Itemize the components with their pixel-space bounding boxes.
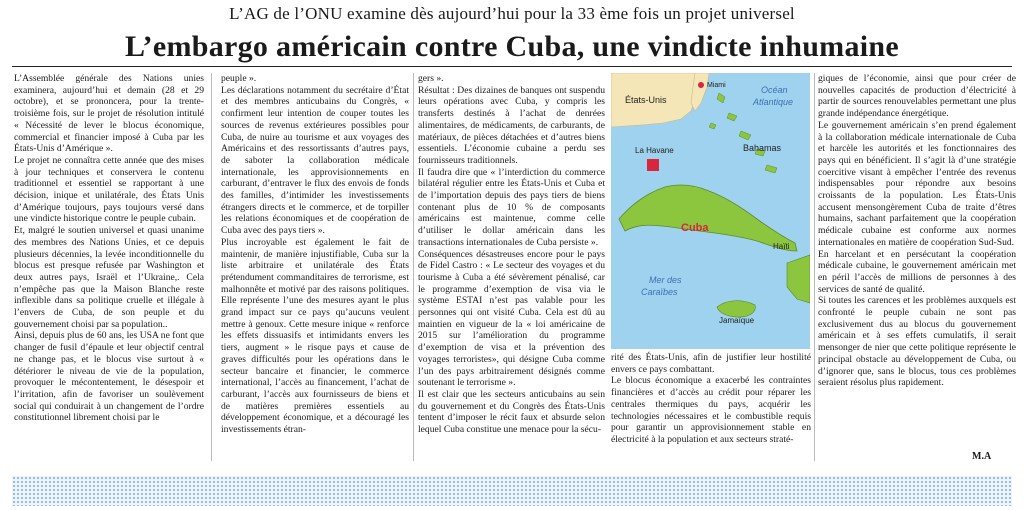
kicker: L’AG de l’ONU examine dès aujourd’hui pour la 33 ème fois un projet universel <box>229 4 795 23</box>
paragraph: Il est clair que les secteurs anticubains au sein du gouvernement et du Congrès des États-Unis tentent d’imposer le récit faux et absurde selon lequel Cuba constitue une menace pour la sécu- <box>418 388 605 436</box>
havana-label: La Havane <box>635 146 674 155</box>
paragraph: Si toutes les carences et les problèmes auxquels est confronté le peuple cubain ne sont pas exclusivement dus au blocus du gouvernement américain et à ses effets cumulatifs, il serait mensonger de nier que cette politique représente le principal obstacle au développement de Cuba, ou d’ignorer que, sans le blocus, tous ces problèmes seraient résolus plus rapidement. <box>818 295 1016 389</box>
paragraph: Il faudra dire que « l’interdiction du commerce bilatéral régulier entre les États-Unis et Cuba et de l’importation depuis des pays tiers de biens contenant plus de 10 % de composants américains est maintenue, comme celle d’utiliser le dollar américain dans les transactions internationales de Cuba persiste ». <box>418 166 605 248</box>
haiti-label: Haïti <box>773 242 790 251</box>
paragraph: Et, malgré le soutien universel et quasi unanime des membres des Nations Unies, et ce depuis plusieurs décennies, la levée inconditionnelle du blocus est presque refusée par Washington et deux autres pays, Israël et l’Ukraine,. Cela n’empêche pas que la Maison Blanche reste inflexible dans sa politique cruelle et illégale à l’envers de Cuba, de son peuple et du gouvernement choisi par sa population.. <box>14 225 204 330</box>
miami-marker <box>698 82 704 88</box>
cuba-label: Cuba <box>681 222 709 234</box>
paragraph: rité des États-Unis, afin de justifier leur hostilité envers ce pays combattant. <box>611 352 811 375</box>
bahamas-label: Bahamas <box>743 143 782 153</box>
paragraph: Ainsi, depuis plus de 60 ans, les USA ne font que changer de fusil d’épaule et leur objectif central ne change pas, et le blocus vise surtout à « détériorer le niveau de vie de la population, provoquer le mécontentement, le désespoir et l’irritation, afin de favoriser un soulèvement social qui conduirait à un changement de l’ordre constitutionnel librement choisi par le <box>14 330 204 424</box>
cuba-map <box>611 73 810 349</box>
paragraph: Les déclarations notamment du secrétaire d’État et des membres anticubains du Congrès, « confirment leur intention de couper toutes les sources de revenus extérieures possibles pour Cuba, de nuire au tourisme et aux voyages des Américains et des ressortissants d’autres pays, de saboter la collaboration médicale internationale, les approvisionnements en carburant, d’entraver le flux des envois de fonds des familles, d’intimider les investissements étrangers directs et le commerce, et de torpiller les relations économiques et de coopération de Cuba avec des pays tiers ». <box>221 84 409 237</box>
paragraph: gers ». <box>418 73 444 84</box>
column-separator <box>211 73 212 461</box>
paragraph: peuple ». <box>221 73 257 84</box>
column-5 <box>818 73 1016 389</box>
miami-label: Miami <box>707 82 726 89</box>
author-signature: M.A <box>972 451 992 462</box>
paragraph: Plus incroyable est également le fait de maintenir, de manière injustifiable, Cuba sur la liste arbitraire et unilatérale des États prétendument commanditaires de terrorisme, est malhonnête et motivé par des raisons politiques. Elle représente l’une des mesures ayant le plus grand impact sur ce pays qu’aucuns veulent mettre à genoux. Cette mesure inique « renforce les effets dissuasifs et intimidants envers les tiers, augment » le risque pays et cause de graves difficultés pour les opérations dans le secteur bancaire et financier, le commerce international, l’accès au financement, l’achat de carburant, l’accès aux fournisseurs de biens et de matières premières essentiels au développement économique, et a découragé les investissements étran- <box>221 236 409 436</box>
paragraph: Conséquences désastreuses encore pour le pays de Fidel Castro : « Le secteur des voyages et du tourisme à Cuba a été sévèrement pénalisé, car le programme d’exemption de visa via le système ESTAI n’est pas valable pour les personnes qui ont visité Cuba. Cela est dû au maintien en vigueur de la « loi américaine de 2015 sur l’amélioration du programme d’exemption de visa et la prévention des voyages terroristes», qui désigne Cuba comme l’un des pays arbitrairement désignés comme soutenant le terrorisme ». <box>418 248 605 389</box>
headline: L’embargo américain contre Cuba, une vindicte inhumaine <box>124 30 899 63</box>
column-1 <box>14 73 204 424</box>
paragraph: Le gouvernement américain s’en prend également à la collaboration médicale internationale de Cuba et harcèle les autorités et les fonctionnaires des pays qui en bénéficient. Il s’agit là d’une stratégie coercitive visant à empêcher l’entrée des revenus indispensables pour répondre aux besoins croissants de la population. Les États-Unis accusent mensongèrement Cuba de traite d’êtres humains, sachant parfaitement que la coopération médicale cubaine est conforme aux normes internationales en matière de coopération Sud-Sud. <box>818 119 1016 248</box>
paragraph: giques de l’économie, ainsi que pour créer de nouvelles capacités de production d’électricité à partir de sources renouvelables permettant une plus grande indépendance énergétique. <box>818 73 1016 120</box>
column-separator <box>413 73 414 461</box>
column-separator <box>814 73 815 461</box>
paragraph: Le projet ne connaîtra cette année que des mises à jour techniques et conservera le contenu traditionnel et essentiel se rapportant à une décision, inique et unilatérale, des États Unis d’Amérique toujours, pays toujours versé dans une vindicte historique contre le peuple cubain. <box>14 154 204 225</box>
havana-marker <box>647 159 659 171</box>
jamaica-label: Jamaïque <box>719 316 755 325</box>
mer-label: Mer des <box>649 275 682 285</box>
paragraph: L’Assemblée générale des Nations unies examinera, aujourd’hui et demain (28 et 29 octobre), et se prononcera, pour la trente-troisième fois, sur le projet de résolution intitulé « Nécessité de lever le blocus économique, commercial et financier imposé à Cuba par les États-Unis d’Amérique ». <box>14 73 204 155</box>
decorative-footer-band <box>12 476 1012 506</box>
column-4 <box>611 352 811 446</box>
paragraph: En harcelant et en persécutant la coopération médicale cubaine, le gouvernement américain met en péril l’accès de millions de personnes à des services de santé de qualité. <box>818 248 1016 295</box>
header-rule <box>12 66 1012 67</box>
paragraph: Le blocus économique a exacerbé les contraintes financières et d’accès au crédit pour réparer les centrales thermiques du pays, acquérir les technologies nécessaires et le combustible requis pour garantir un approvisionnement stable en électricité à la population et aux secteurs straté- <box>611 375 811 445</box>
column-3 <box>418 73 605 436</box>
usa-label: États-Unis <box>625 95 667 105</box>
ocean-label: Océan <box>761 85 788 95</box>
paragraph: Résultat : Des dizaines de banques ont suspendu leurs opérations avec Cuba, y compris les transferts destinés à l’achat de denrées alimentaires, de médicaments, de carburants, de matériaux, de pièces détachées et d’autres biens essentiels. L’économie cubaine a perdu ses fournisseurs traditionnels. <box>418 84 605 166</box>
column-2 <box>221 73 409 436</box>
atlantique-label: Atlantique <box>753 97 794 107</box>
caraibes-label: Caraïbes <box>641 287 678 297</box>
